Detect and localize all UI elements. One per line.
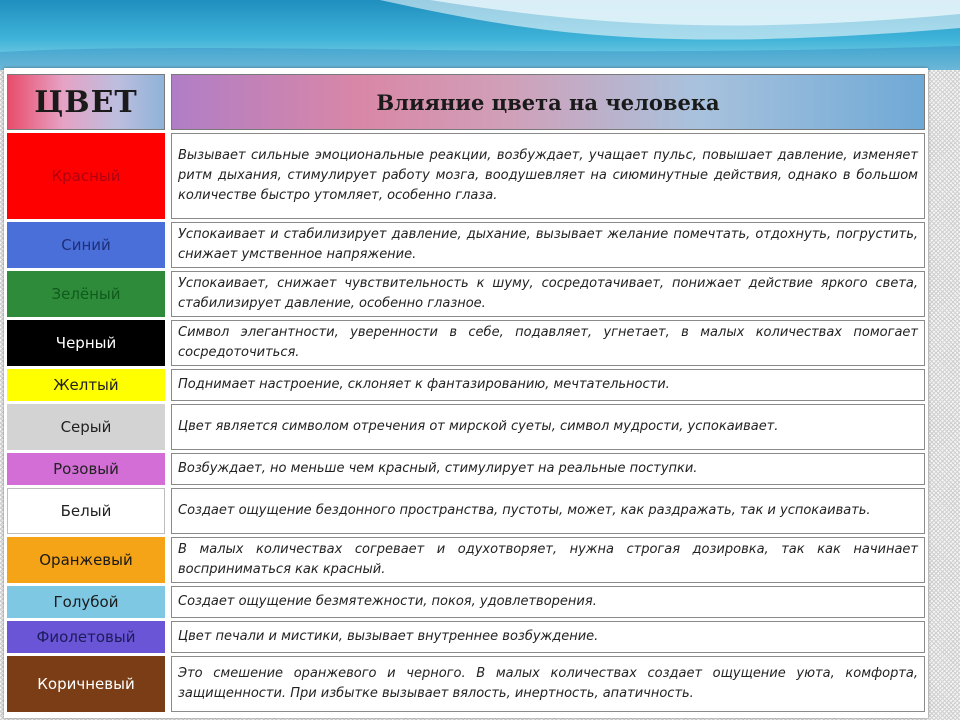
influence-description: Создает ощущение бездонного пространства, пустоты, может, как раздражать, так и успокаивать.: [171, 488, 925, 534]
header-influence-cell: [171, 74, 925, 130]
table-row: [7, 586, 925, 618]
color-swatch: Фиолетовый: [7, 621, 165, 653]
table-row: [7, 271, 925, 317]
influence-description: Успокаивает и стабилизирует давление, дыхание, вызывает желание помечтать, отдохнуть, погрустить, снижает умственное напряжение.: [171, 222, 925, 268]
color-swatch: Красный: [7, 133, 165, 219]
table-row: [7, 453, 925, 485]
influence-description: Это смешение оранжевого и черного. В малых количествах создает ощущение уюта, комфорта, защищенности. При избытке вызывает вялость, инертность, апатичность.: [171, 656, 925, 712]
color-table-sheet: [4, 68, 928, 718]
color-swatch: Розовый: [7, 453, 165, 485]
color-swatch: Синий: [7, 222, 165, 268]
influence-description: Цвет является символом отречения от мирской суеты, символ мудрости, успокаивает.: [171, 404, 925, 450]
color-swatch: Голубой: [7, 586, 165, 618]
color-swatch: Белый: [7, 488, 165, 534]
influence-description: Вызывает сильные эмоциональные реакции, возбуждает, учащает пульс, повышает давление, изменяет ритм дыхания, стимулирует работу мозга, воодушевляет на сиюминутные действия, однако в большом количестве быстро утомляет, особенно глаза.: [171, 133, 925, 219]
table-header-row: [7, 74, 925, 130]
table-row: [7, 320, 925, 366]
table-row: [7, 133, 925, 219]
influence-description: Создает ощущение безмятежности, покоя, удовлетворения.: [171, 586, 925, 618]
influence-description: Символ элегантности, уверенности в себе, подавляет, угнетает, в малых количествах помогает сосредоточиться.: [171, 320, 925, 366]
table-row: [7, 222, 925, 268]
color-swatch: Серый: [7, 404, 165, 450]
table-row: [7, 621, 925, 653]
table-row: [7, 369, 925, 401]
influence-description: Цвет печали и мистики, вызывает внутреннее возбуждение.: [171, 621, 925, 653]
influence-description: Поднимает настроение, склоняет к фантазированию, мечтательности.: [171, 369, 925, 401]
header-influence-title: Влияние цвета на человека: [376, 89, 720, 115]
influence-description: Возбуждает, но меньше чем красный, стимулирует на реальные поступки.: [171, 453, 925, 485]
color-swatch: Коричневый: [7, 656, 165, 712]
influence-description: В малых количествах согревает и одухотворяет, нужна строгая дозировка, так как начинает восприниматься как красный.: [171, 537, 925, 583]
color-influence-table: [7, 71, 925, 715]
color-swatch: Желтый: [7, 369, 165, 401]
wave-decoration: [0, 0, 960, 70]
header-color-cell: [7, 74, 165, 130]
table-row: [7, 537, 925, 583]
table-row: [7, 656, 925, 712]
color-swatch: Зелёный: [7, 271, 165, 317]
color-swatch: Черный: [7, 320, 165, 366]
influence-description: Успокаивает, снижает чувствительность к шуму, сосредотачивает, понижает действие яркого света, стабилизирует давление, особенно глазное.: [171, 271, 925, 317]
decorative-banner: [0, 0, 960, 70]
table-row: [7, 488, 925, 534]
color-swatch: Оранжевый: [7, 537, 165, 583]
header-color-title: ЦВЕТ: [34, 84, 138, 120]
table-row: [7, 404, 925, 450]
